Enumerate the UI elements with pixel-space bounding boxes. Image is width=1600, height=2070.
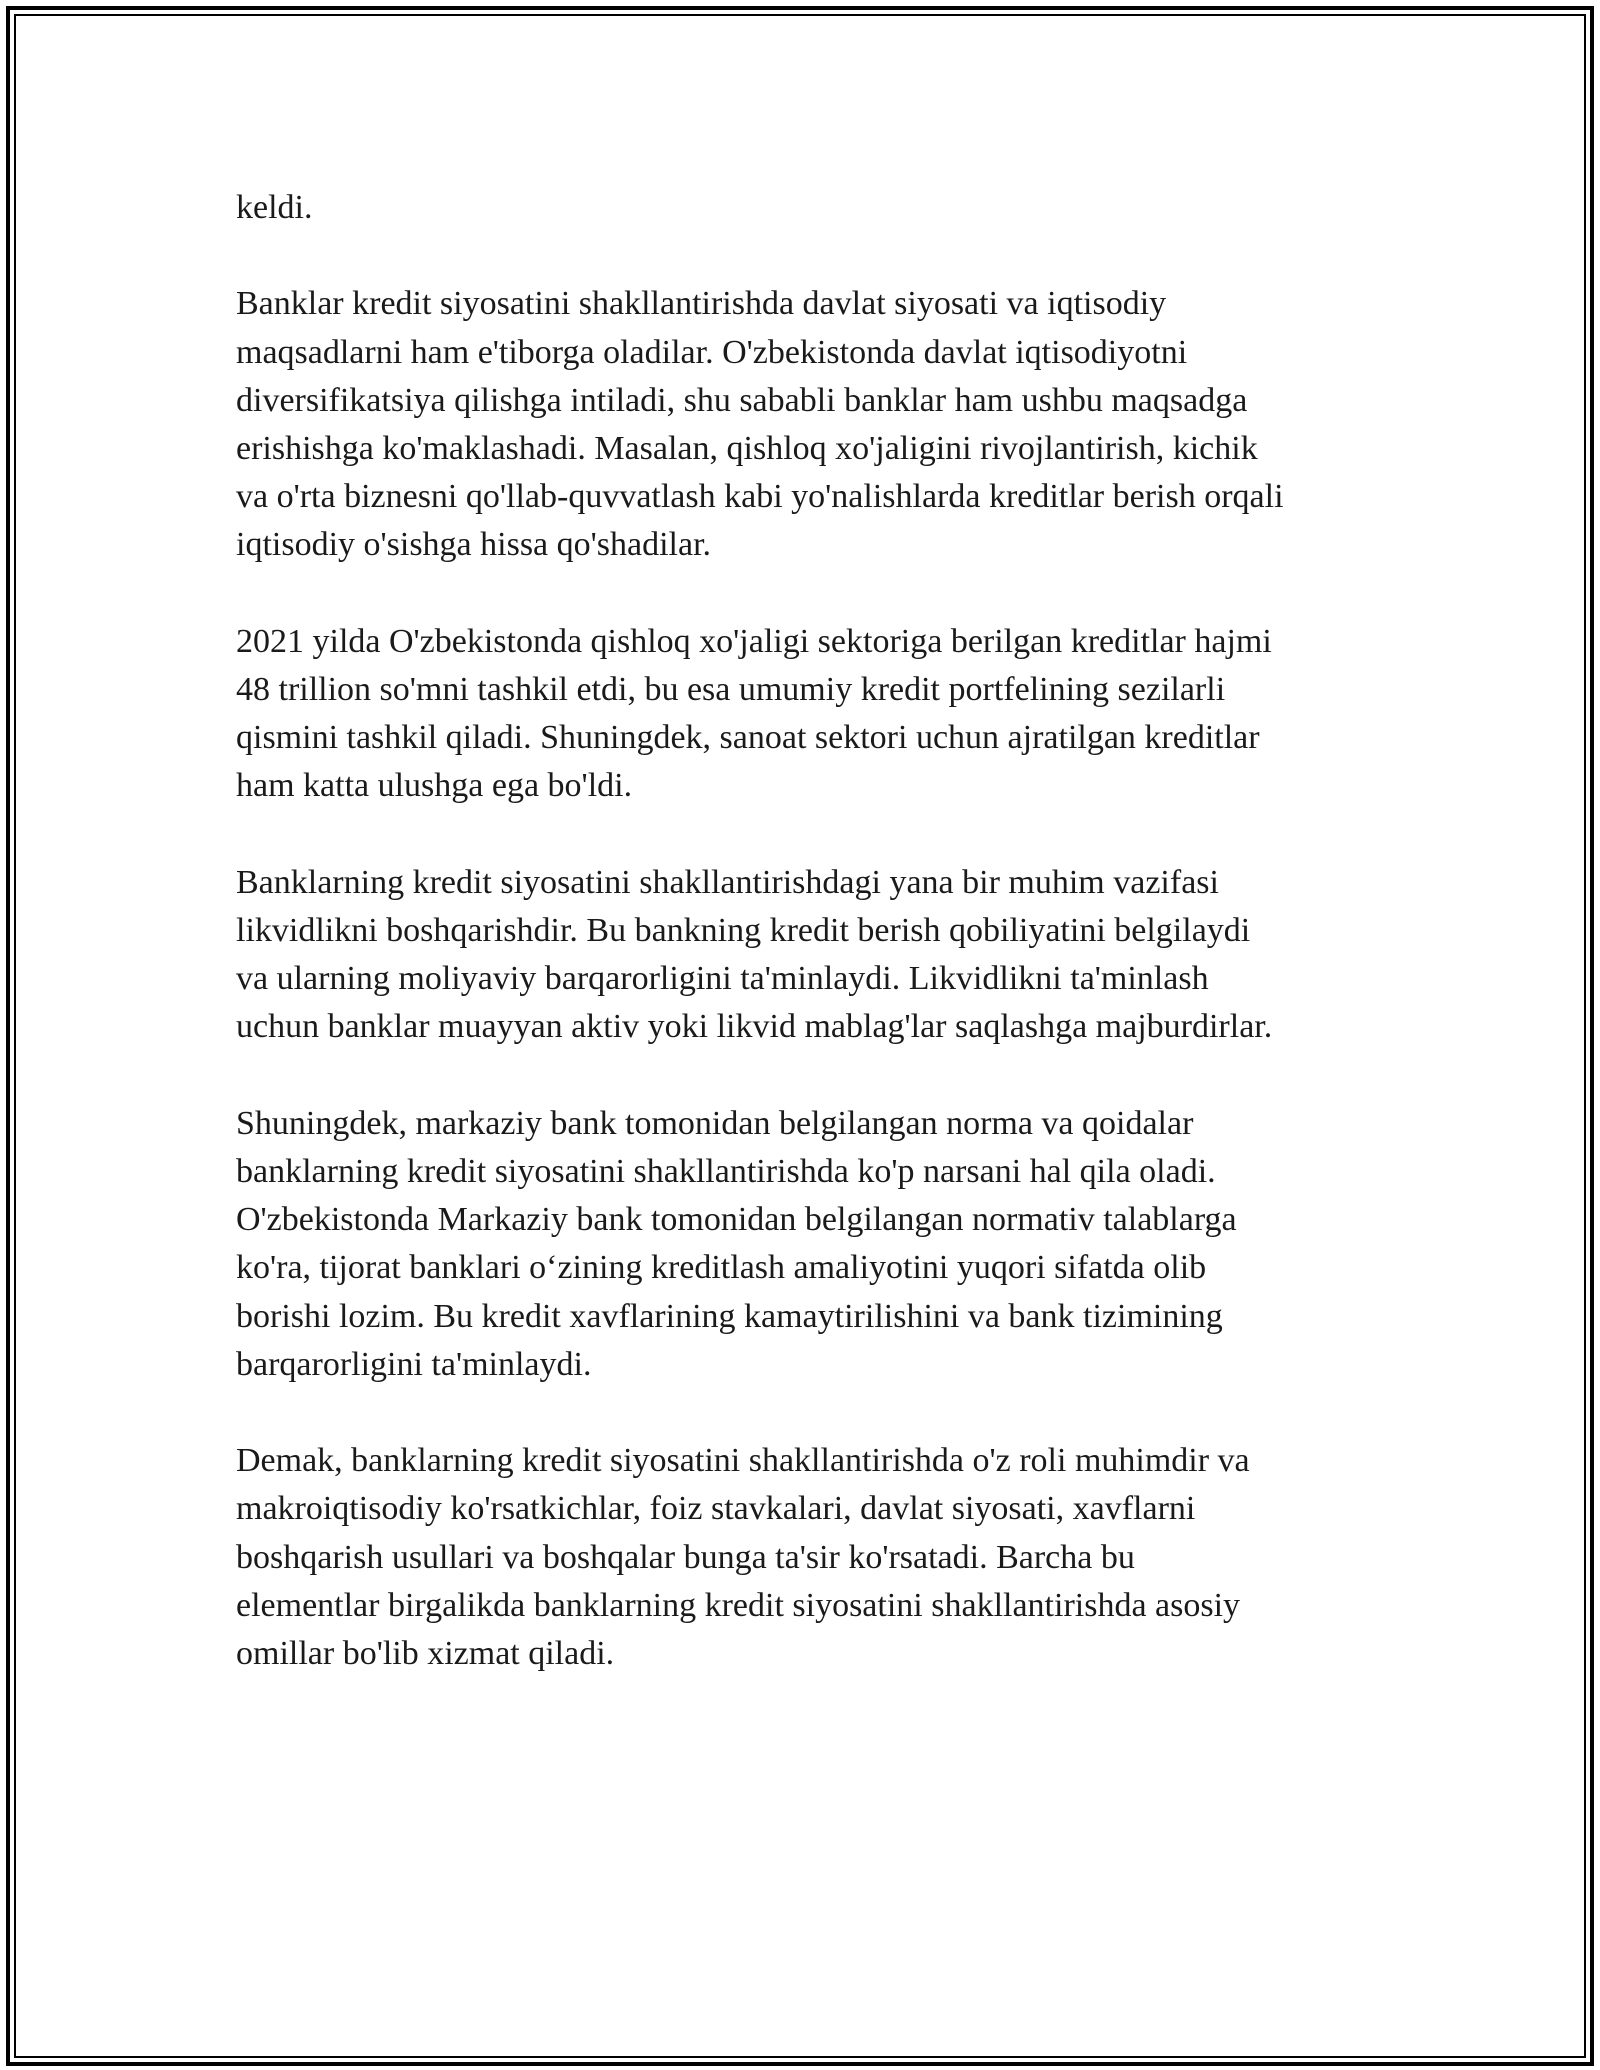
paragraph-central-bank: Shuningdek, markaziy bank tomonidan belgilangan norma va qoidalar banklarning kredit siyosatini shakllantirishda ko'p narsani hal qila oladi. O'zbekistonda Markaziy bank tomonidan belgilangan normativ talablarga ko'ra, tijorat banklari o‘zining kreditlash amaliyotini yuqori sifatda olib borishi lozim. Bu kredit xavflarining kamaytirilishini va bank tizimining barqarorligini ta'minlaydi. bbox=[236, 1104, 1237, 1383]
paragraph-continuation: keldi. bbox=[236, 189, 313, 226]
paragraph-agriculture-credit: 2021 yilda O'zbekistonda qishloq xo'jaligi sektoriga berilgan kreditlar hajmi 48 trillion so'mni tashkil etdi, bu esa umumiy kredit portfelining sezilarli qismini tashkil qiladi. Shuningdek, sanoat sektori uchun ajratilgan kreditlar ham katta ulushga ega bo'ldi. bbox=[236, 622, 1272, 805]
document-body bbox=[236, 184, 1406, 1678]
paragraph-state-policy: Banklar kredit siyosatini shakllantirishda davlat siyosati va iqtisodiy maqsadlarni ham e'tiborga oladilar. O'zbekistonda davlat iqtisodiyotni diversifikatsiya qilishga intiladi, shu sababli banklar ham ushbu maqsadga erishishga ko'maklashadi. Masalan, qishloq xo'jaligini rivojlantirish, kichik va o'rta biznesni qo'llab-quvvatlash kabi yo'nalishlarda kreditlar berish orqali iqtisodiy o'sishga hissa qo'shadilar. bbox=[236, 285, 1284, 564]
paragraph-conclusion: Demak, banklarning kredit siyosatini shakllantirishda o'z roli muhimdir va makroiqtisodiy ko'rsatkichlar, foiz stavkalari, davlat siyosati, xavflarni boshqarish usullari va boshqalar bunga ta'sir ko'rsatadi. Barcha bu elementlar birgalikda banklarning kredit siyosatini shakllantirishda asosiy omillar bo'lib xizmat qiladi. bbox=[236, 1442, 1250, 1673]
paragraph-liquidity: Banklarning kredit siyosatini shakllantirishdagi yana bir muhim vazifasi likvidlikni boshqarishdir. Bu bankning kredit berish qobiliyatini belgilaydi va ularning moliyaviy barqarorligini ta'minlaydi. Likvidlikni ta'minlash uchun banklar muayyan aktiv yoki likvid mablag'lar saqlashga majburdirlar. bbox=[236, 863, 1273, 1046]
